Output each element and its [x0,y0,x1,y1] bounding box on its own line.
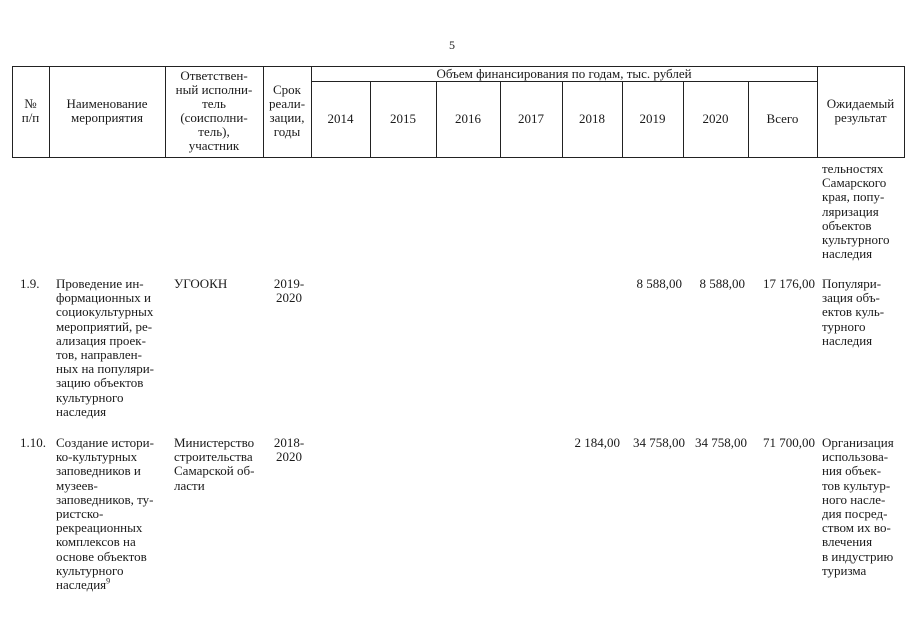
header-funding-title: Объем финансирования по годам, тыс. рублей [436,66,692,81]
header-bottom-border [12,157,905,158]
row-result: Популяри- зация объ- ектов куль- турного наследия [822,276,885,348]
header-responsible: Ответствен- ный исполни- тель (соисполни- тель), участник [175,68,253,153]
funding-subheader-line [311,81,817,82]
header-result: Ожидаемый результат [826,96,895,125]
header-year-2015: 2015 [390,111,416,126]
row-term: 2018- 2020 [273,435,305,465]
header-year-2014: 2014 [327,111,354,126]
header-total: Всего [766,111,799,126]
header-year-2019: 2019 [639,111,666,126]
row-responsible: Министерство строительства Самарской об- ласти [174,435,255,493]
header-year-2020: 2020 [702,111,729,126]
header-num: № п/п [21,96,40,125]
row-num: 1.10. [20,435,46,450]
row-value-total: 71 700,00 [763,435,815,450]
header-year-2016: 2016 [455,111,481,126]
header-name: Наименование мероприятия [66,96,148,125]
row-name: Проведение ин- формационных и социокультурных мероприятий, ре- ализация проек- тов, направлен- ных на популяри- зацию объектов культурного наследия [56,276,155,419]
row-result: Организация использова- ния объек- тов культур- ного насле- дия посред- ством их во- влечения в индустрию туризма [822,435,894,578]
row-value-2020: 34 758,00 [695,435,747,450]
continuation-result-text: тельностях Самарского края, попу- ляризация объектов культурного наследия [822,161,890,262]
header-year-2017: 2017 [518,111,544,126]
row-num: 1.9. [20,276,40,291]
header-year-2018: 2018 [579,111,605,126]
row-term: 2019- 2020 [273,276,305,306]
row-value-2019: 34 758,00 [633,435,685,450]
row-name [56,436,168,592]
footnote-marker: 9 [106,576,111,586]
row-value-total: 17 176,00 [763,276,815,291]
row-value-2020: 8 588,00 [699,276,745,291]
row-name-text: Создание истори- ко-культурных заповедников и музеев- заповедников, ту- ристско- рекреационных комплексов на основe объектов культурного наследия [56,435,154,593]
row-value-2019: 8 588,00 [636,276,682,291]
header-term: Срок реали- зации, годы [268,82,306,139]
row-value-2018: 2 184,00 [574,435,620,450]
page-number: 5 [449,38,455,52]
row-responsible: УГООКН [174,276,228,291]
